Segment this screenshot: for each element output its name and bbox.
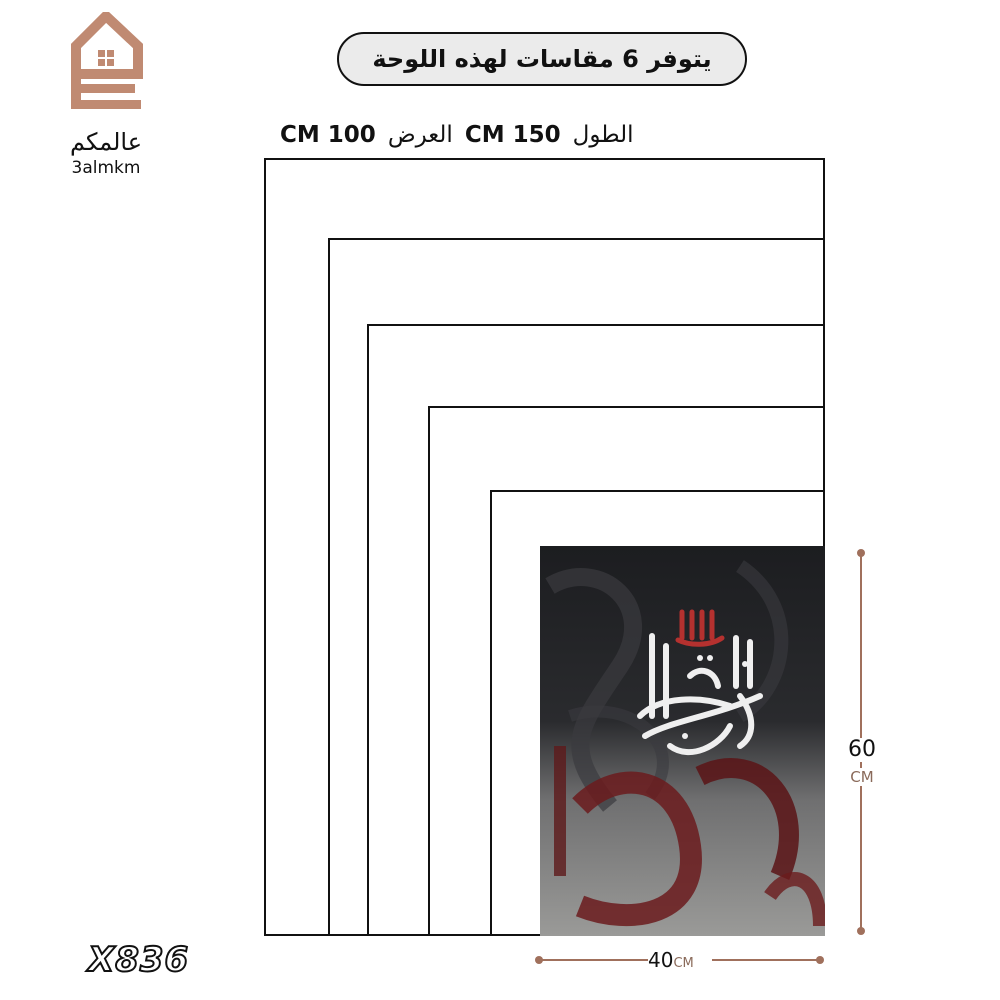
brand-name-arabic: عالمكم (69, 128, 143, 156)
width-value: 40CM (648, 948, 694, 972)
height-dimension-bottom-dot (857, 927, 865, 935)
width-dimension-line-right (712, 959, 820, 961)
house-logo-icon (68, 12, 144, 112)
width-dimension-line-left (540, 959, 648, 961)
width-dimension-right-dot (816, 956, 824, 964)
calligraphy-artwork (540, 546, 825, 936)
sizes-available-banner: يتوفر 6 مقاسات لهذه اللوحة (337, 32, 747, 86)
size-label-1: الطول150 CMالعرض100 CM (280, 122, 634, 148)
height-value: 60 (844, 738, 880, 762)
calligraphy-image (540, 546, 825, 936)
brand-name-latin: 3almkm (71, 158, 141, 178)
height-unit: CM (844, 768, 880, 786)
brand-logo (56, 12, 156, 178)
product-code: X836 (88, 940, 190, 980)
